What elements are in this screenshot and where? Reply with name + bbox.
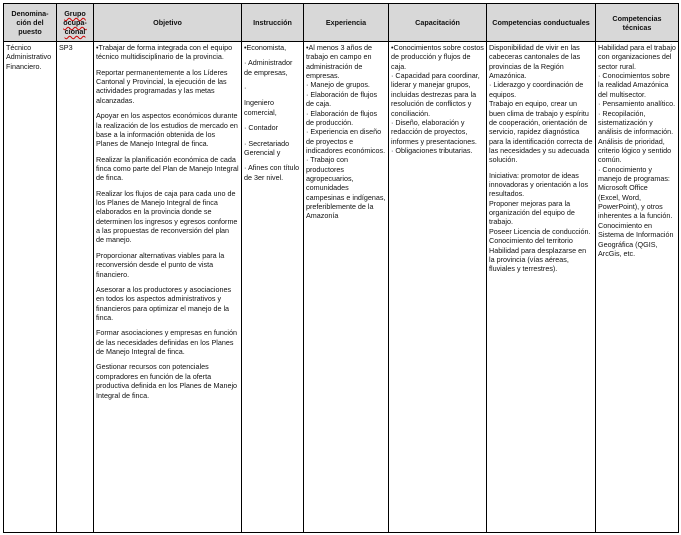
conductual-item: Proponer mejoras para la organización del equipo de trabajo.	[489, 198, 575, 227]
header-tecnicas: Competencias técnicas	[596, 4, 679, 42]
instruccion-item: ·	[244, 83, 247, 93]
instruccion-item: · Administrador de empresas,	[244, 58, 293, 77]
conductual-item: Conocimiento del territorio	[489, 236, 573, 246]
experiencia-item: · Experiencia en diseño de proyectos e indicadores económicos.	[306, 127, 386, 155]
instruccion-item: •Economista,	[244, 43, 287, 52]
experiencia-item: · Elaboración de flujos de producción.	[306, 108, 378, 127]
header-experiencia: Experiencia	[304, 4, 389, 42]
cell-denominacion	[4, 42, 57, 533]
cell-objetivo	[94, 42, 242, 533]
header-conductuales: Competencias conductuales	[487, 4, 596, 42]
tecnica-item: · Recopilación, sistematización y análisis de información.	[598, 108, 674, 137]
objetivo-item: Apoyar en los aspectos económicos durante la realización de los estudios de mercado en base a la información obtenida de los Planes de Manejo Integral de finca.	[96, 111, 238, 149]
experiencia-item: · Elaboración de flujos de caja.	[306, 89, 378, 109]
tecnica-item: · Pensamiento analítico.	[598, 99, 676, 109]
conductual-item: Poseer Licencia de conducción.	[489, 226, 591, 236]
header-grupo	[57, 4, 94, 42]
header-denominacion: Denomina-ción del puesto	[4, 4, 57, 42]
objetivo-item: Formar asociaciones y empresas en función de las necesidades definidas en los Planes de Manejo Integral de finca.	[96, 328, 238, 357]
header-row	[4, 4, 679, 42]
cell-conductuales	[487, 42, 596, 533]
cell-capacitacion	[389, 42, 487, 533]
experiencia-item: •Al menos 3 años de trabajo en campo en administración de empresas.	[306, 43, 373, 81]
job-title: Técnico Administrativo Financiero.	[6, 43, 52, 71]
header-objetivo: Objetivo	[94, 4, 242, 42]
capacitacion-item: · Diseño, elaboración y redacción de proyectos, informes y presentaciones.	[391, 117, 477, 146]
conductual-item: · Liderazgo y coordinación de equipos.	[489, 80, 584, 99]
cell-tecnicas	[596, 42, 679, 533]
experiencia-item: · Manejo de grupos.	[306, 80, 370, 90]
objetivo-item: •Trabajar de forma integrada con el equipo técnico multidisciplinario de la provincia.	[96, 43, 233, 62]
instruccion-item: · Afines con título de 3er nivel.	[244, 163, 300, 182]
conductual-item: Disponibilidad de vivir en las cabeceras cantonales de las provincias de la Región Amazónica.	[489, 43, 581, 81]
capacitacion-item: · Capacidad para coordinar, liderar y manejar grupos, incluidas destrezas para la resolución de conflictos y conciliación.	[391, 71, 480, 118]
group-code: SP3	[59, 43, 73, 52]
conductual-item: Habilidad para desplazarse en la provincia (vías aéreas, fluviales y terrestres).	[489, 245, 587, 274]
objetivo-item: Asesorar a los productores y asociaciones en todos los aspectos administrativos y financieros para optimizar el manejo de la finca.	[96, 284, 232, 322]
objetivo-item: Realizar los flujos de caja para cada uno de los Planes de Manejo Integral de finca elaborados en la provincia donde se determinen los ingresos y egresos conforme a las propuestas de reconversión del plan de manejo.	[96, 188, 238, 245]
instruccion-item: Ingeniero comercial,	[244, 98, 277, 117]
header-capacitacion: Capacitación	[389, 4, 487, 42]
conductual-item: Trabajo en equipo, crear un buen clima de trabajo y espíritu de cooperación, orientación de servicio, rapidez diagnóstica para la identificación correcta de las necesidades y su adecuada solución.	[489, 99, 593, 165]
header-instruccion: Instrucción	[242, 4, 304, 42]
objetivo-item: Gestionar recursos con potenciales compradores en función de la oferta productiva definida en los Planes de Manejo Integral de finca.	[96, 362, 238, 400]
tecnica-item: Habilidad para el trabajo con organizaciones del sector rural.	[598, 43, 676, 71]
objetivo-item: Proporcionar alternativas viables para la reconversión desde el punto de vista financiero.	[96, 250, 225, 279]
tecnica-item: Análisis de prioridad, criterio lógico y sentido común.	[598, 136, 672, 165]
tecnica-item: Conocimiento en Sistema de Información Geográfica (QGIS, ArcGis, etc.	[598, 220, 674, 258]
tecnica-item: · Conocimientos sobre la realidad Amazónica del multisector.	[598, 71, 670, 99]
objetivo-item: Reportar permanentemente a los Líderes Cantonal y Provincial, la ejecución de las actividades programadas y las metas alcanzadas.	[96, 67, 228, 105]
instruccion-item: · Secretariado Gerencial y	[244, 138, 290, 157]
instruccion-item: · Contador	[244, 123, 278, 133]
conductual-item: Iniciativa: promotor de ideas innovadoras y orientación a los resultados.	[489, 170, 589, 199]
capacitacion-item: •Conocimientos sobre costos de producción y flujos de caja.	[391, 43, 484, 71]
cell-grupo	[57, 42, 94, 533]
capacitacion-item: · Obligaciones tributarias.	[391, 145, 473, 155]
cell-experiencia	[304, 42, 389, 533]
header-grupo-text: Grupo ocupa-cional	[63, 9, 87, 36]
objetivo-item: Realizar la planificación económica de cada finca como parte del Plan de Manejo Integral de finca.	[96, 154, 239, 183]
experiencia-item: · Trabajo con productores agropecuarios, comunidades campesinas e indígenas, preferiblemente de la Amazonía	[306, 155, 386, 221]
tecnica-item: · Conocimiento y manejo de programas: Microsoft Office	[598, 164, 670, 193]
job-profile-table	[3, 3, 679, 533]
table-row	[4, 42, 679, 533]
cell-instruccion	[242, 42, 304, 533]
tecnica-item: (Excel, Word, PowerPoint), y otros inherentes a la función.	[598, 192, 673, 221]
